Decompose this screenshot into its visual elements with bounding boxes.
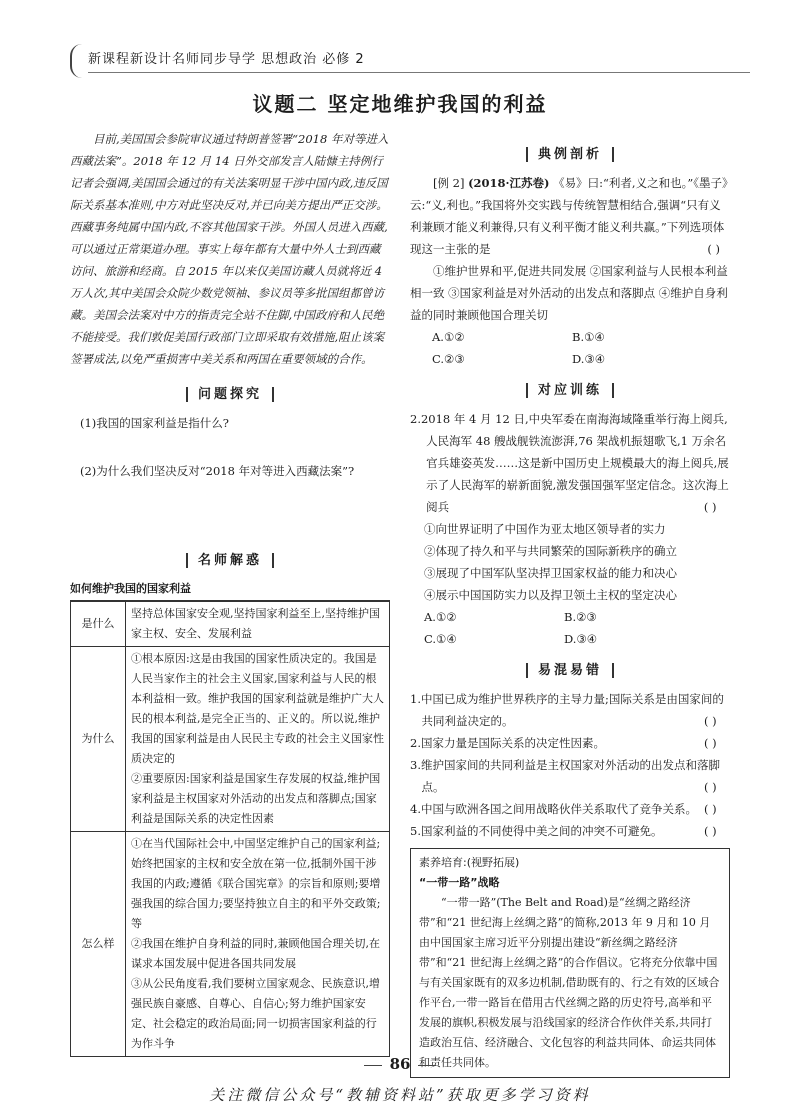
confuse-item [410,754,730,798]
training-item: ②体现了持久和平与共同繁荣的国际新秩序的确立 [424,544,677,558]
header-rule [88,72,750,73]
interest-table [70,601,390,1057]
confuse-text: 5.国家利益的不同使得中美之间的冲突不可避免。 [410,824,663,838]
example-2 [410,172,730,260]
section-train-label: 对应训练 [526,383,614,398]
option: D.③④ [564,632,598,646]
confuse-item [410,688,730,732]
left-column [70,128,390,1057]
training-item: ③展现了中国军队坚决捍卫国家权益的能力和决心 [424,566,677,580]
table-key: 怎么样 [71,832,126,1057]
training-text: 2.2018 年 4 月 12 日,中央军委在南海海域隆重举行海上阅兵,人民海军 48 艘战舰铁流澎湃,76 架战机振翅歌飞,1 万余名官兵雄姿英发……这是新中国历史上规模最大的海上阅兵,展示了人民海军的崭新面貌,激发强国强军坚定信念。这次海上阅兵 [410,412,729,514]
answer-paren: ( ) [704,780,717,794]
confuse-item [410,820,730,842]
section-train [410,380,730,402]
section-confuse-label: 易混易错 [526,663,614,678]
box-subtitle: “一带一路”战略 [419,876,500,889]
training-options [424,606,730,650]
answer-paren: ( ) [704,824,717,838]
option: B.②③ [564,610,597,624]
option: D.③④ [572,352,606,366]
box-text: “一带一路”(The Belt and Road)是“丝绸之路经济带”和“21 世纪海上丝绸之路”的简称,2013 年 9 月和 10 月由中国国家主席习近平分别提出建设“新丝绸之路经济带”和“21 世纪海上丝绸之路”的合作倡议。它将充分依靠中国与有关国家既有的双多边机制,借助既有的、行之有效的区域合作平台,一带一路旨在借用古代丝绸之路的历史符号,高举和平发展的旗帜,积极发展与沿线国家的经济合作伙伴关系,共同打造政治互信、经济融合、文化包容的利益共同体、命运共同体和责任共同体。 [419,896,720,1069]
page-title: 议题二 坚定地维护我国的利益 [252,92,548,116]
box-title: 素养培育:(视野拓展) [419,856,520,869]
running-header [70,42,750,72]
table-key: 是什么 [71,602,126,647]
confuse-item [410,798,730,820]
confuse-text: 1.中国已成为维护世界秩序的主导力量;国际关系是由国家间的共同利益决定的。 [410,692,724,728]
header-text: 新课程新设计名师同步导学 思想政治 必修 2 [88,52,365,67]
literacy-box [410,848,730,1078]
section-teacher-label: 名师解惑 [186,553,274,568]
option: C.②③ [432,352,465,366]
training-item: ①向世界证明了中国作为亚太地区领导者的实力 [424,522,666,536]
table-key: 为什么 [71,647,126,832]
header-brace [70,44,82,78]
confuse-item [410,732,730,754]
question-2: (2)为什么我们坚决反对“2018 年对等进入西藏法案”? [80,464,355,478]
option: C.①④ [424,632,457,646]
answer-paren: ( ) [704,736,717,750]
table-row [71,647,390,832]
page-number: 86 [0,1055,800,1073]
training-2: 2.2018 年 4 月 12 日,中央军委在南海海域隆重举行海上阅兵,人民海军 48 艘战舰铁流澎湃,76 架战机振翅歌飞,1 万余名官兵雄姿英发……这是新中国历史上规模最大的海上阅兵,展示了人民海军的崭新面貌,激发强国强军坚定信念。这次海上阅兵 ( ) [410,412,729,514]
answer-paren: ( ) [704,802,717,816]
table-row [71,832,390,1057]
confuse-text: 2.国家力量是国际关系的决定性因素。 [410,736,605,750]
option: B.①④ [572,330,605,344]
question-1: (1)我国的国家利益是指什么? [80,416,229,430]
table-title: 如何维护我国的国家利益 [70,578,390,601]
option: A.①② [432,330,465,344]
section-confuse [410,660,730,682]
table-value: ①在当代国际社会中,中国坚定维护自己的国家利益;始终把国家的主权和安全放在第一位,抵制外国干涉我国的内政;遵循《联合国宪章》的宗旨和原则;要增强我国的综合国力;要坚持独立自主的和平外交政策;等 ②我国在维护自身利益的同时,兼顾他国合理关切,在谋求本国发展中促进各国共同发展 ③从公民角度看,我们要树立国家观念、民族意识,增强民族自豪感、自尊心、自信心;努力维护国家安定、社会稳定的政治局面;同一切损害国家利益的行为作斗争 [126,832,390,1057]
table-row [71,602,390,647]
answer-paren: ( ) [707,242,720,256]
example-items: ①维护世界和平,促进共同发展 ②国家利益与人民根本利益相一致 ③国家利益是对外活动的出发点和落脚点 ④维护自身利益的同时兼顾他国合理关切 [410,264,728,322]
confuse-text: 4.中国与欧洲各国之间用战略伙伴关系取代了竞争关系。 [410,802,697,816]
example-options [432,326,730,370]
table-value: ①根本原因:这是由我国的国家性质决定的。我国是人民当家作主的社会主义国家,国家利益与人民的根本利益相一致。维护我国的国家利益就是维护广大人民的根本利益,是完全正当的、正义的。所以说,维护我国的国家利益是由人民民主专政的社会主义国家性质决定的 ②重要原因:国家利益是国家生存发展的权益,维护国家利益是主权国家对外活动的出发点和落脚点;国家利益是国际关系的决定性因素 [126,647,390,832]
section-teacher [70,550,390,572]
example-source: (2018·江苏卷) [468,176,550,190]
training-item: ④展示中国国防实力以及捍卫领土主权的坚定决心 [424,588,677,602]
example-text: 《易》曰:“利者,义之和也。”《墨子》云:“义,利也。”我国将外交实践与传统智慧相结合,强调“只有义利兼顾才能义利兼得,只有义利平衡才能义利共赢。”下列选项体现这一主张的是 [410,176,728,256]
intro-paragraph: 目前,美国国会参院审议通过特朗普签署“2018 年对等进入西藏法案”。2018 年 12 月 14 日外交部发言人陆慷主持例行记者会强调,美国国会通过的有关法案明显干涉中国内政,违反国际关系基本准则,中方对此坚决反对,并已向美方提出严正交涉。西藏事务纯属中国内政,不容其他国家干涉。外国人员进入西藏,可以通过正常渠道办理。事实上每年都有大量中外人士到西藏访问、旅游和经商。自 2015 年以来仅美国访藏人员就将近 4 万人次,其中美国会众院少数党领袖、参议员等多批国组都曾访藏。美国会法案对中方的指责完全站不住脚,中国政府和人民绝不能接受。我们敦促美国行政部门立即采取有效措施,阻止该案签署成法,以免严重损害中美关系和两国在重要领域的合作。 [70,132,389,366]
section-example-label: 典例剖析 [526,147,614,162]
footer-note: 关注微信公众号“教辅资料站”获取更多学习资料 [209,1086,591,1104]
confuse-text: 3.维护国家间的共同利益是主权国家对外活动的出发点和落脚点。 [410,758,720,794]
section-explore [70,384,390,406]
example-label: [例 2] [433,176,465,190]
section-explore-label: 问题探究 [186,387,274,402]
answer-paren: ( ) [704,714,717,728]
section-example [410,144,730,166]
option: A.①② [424,610,457,624]
table-value: 坚持总体国家安全观,坚持国家利益至上,坚持维护国家主权、安全、发展利益 [126,602,390,647]
right-column [410,140,730,1078]
